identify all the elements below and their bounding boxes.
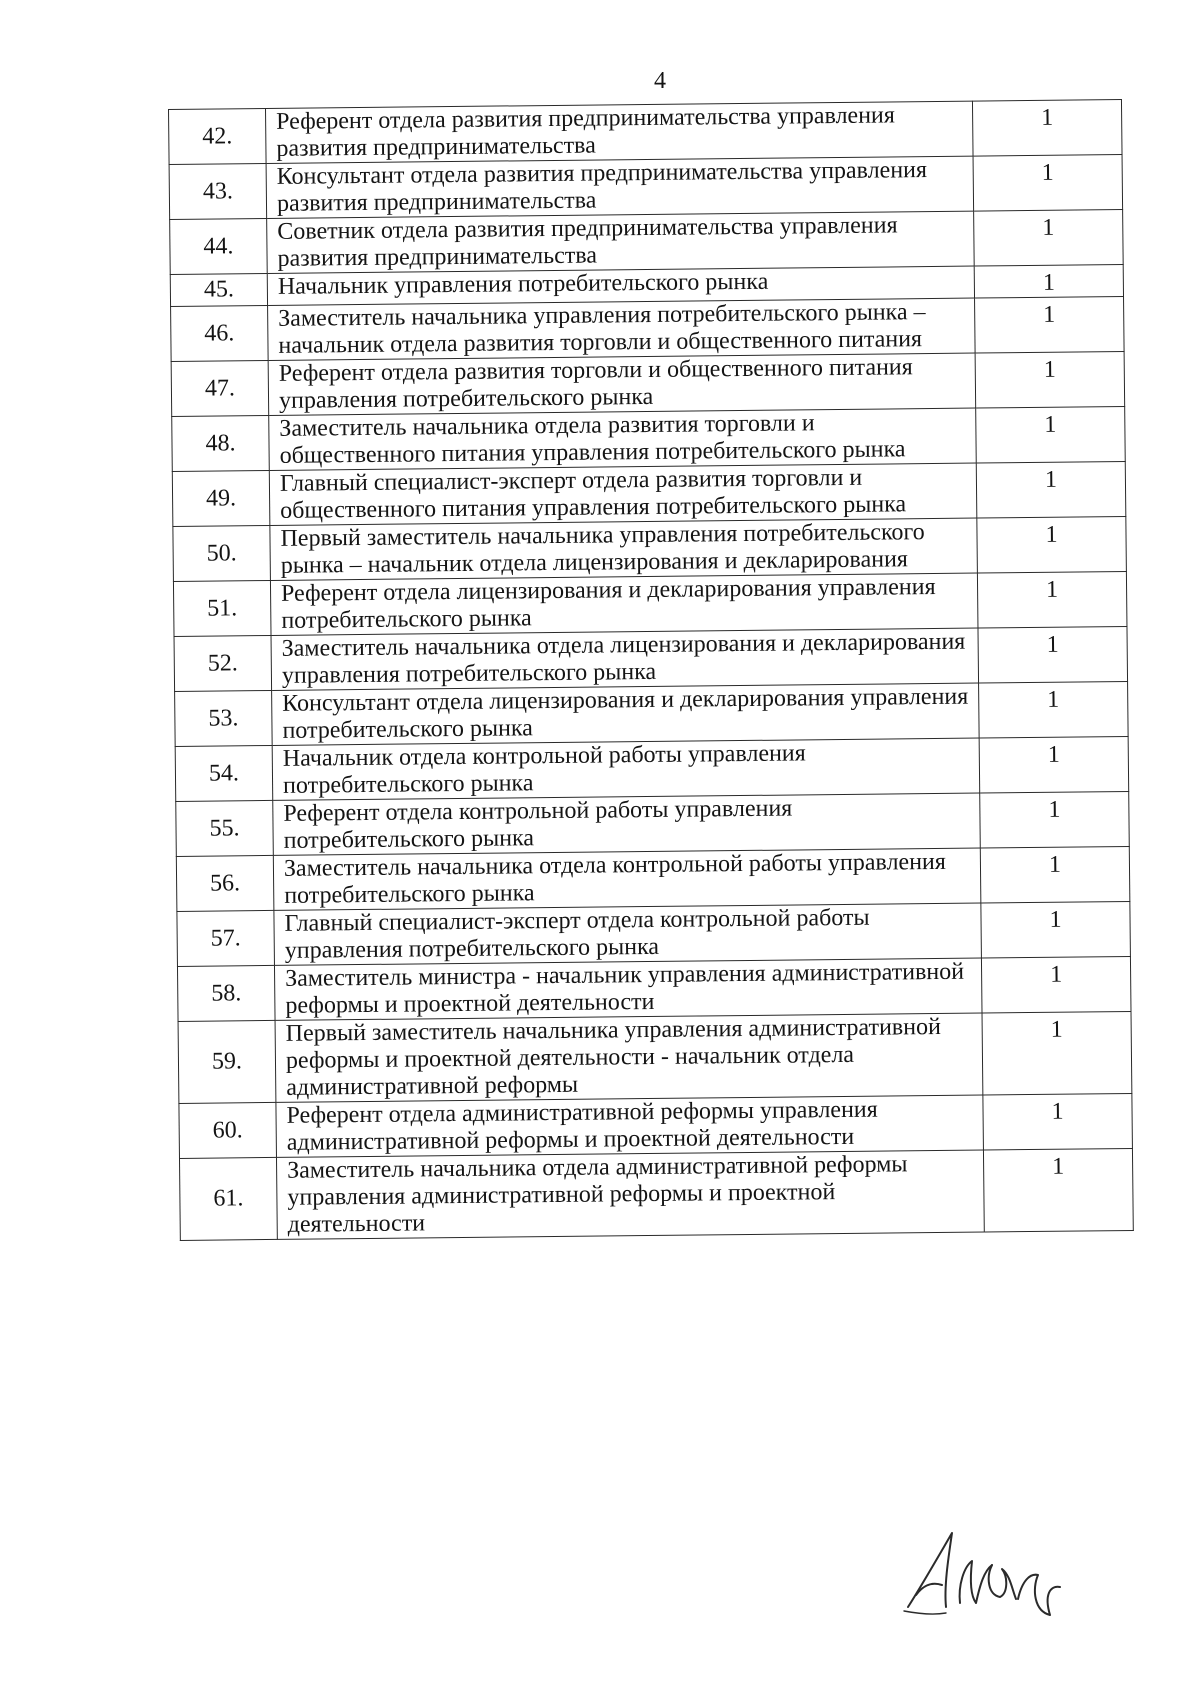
position-count: 1 (980, 846, 1130, 903)
row-number: 53. (175, 690, 273, 746)
table-row (173, 571, 1127, 636)
position-title: Начальник отдела контрольной работы управления потребительского рынка (272, 738, 980, 800)
table-row (176, 846, 1130, 911)
position-count: 1 (977, 516, 1127, 573)
position-count: 1 (973, 155, 1123, 212)
row-number: 47. (171, 360, 269, 416)
positions-table-body (169, 100, 1134, 1241)
position-title: Главный специалист-эксперт отдела развития торговли и общественного питания управления потребительского рынка (269, 463, 977, 525)
position-count: 1 (979, 681, 1129, 738)
position-count: 1 (976, 406, 1126, 463)
position-title: Референт отдела лицензирования и декларирования управления потребительского рынка (270, 573, 978, 635)
row-number: 55. (176, 800, 274, 856)
table-row (177, 956, 1131, 1021)
table-row (179, 1093, 1133, 1158)
position-count: 1 (983, 1093, 1133, 1150)
position-title: Референт отдела развития предпринимательства управления развития предпринимательства (265, 101, 973, 163)
position-title: Консультант отдела лицензирования и декларирования управления потребительского рынка (272, 683, 980, 745)
table-row (174, 626, 1128, 691)
table-row (172, 461, 1126, 526)
table-row (169, 100, 1123, 165)
position-title: Советник отдела развития предпринимательства управления развития предпринимательства (267, 211, 975, 273)
row-number: 45. (170, 273, 267, 306)
row-number: 57. (177, 910, 275, 966)
row-number: 50. (173, 525, 271, 581)
position-title: Заместитель министра - начальник управления административной реформы и проектной деятельности (274, 958, 982, 1020)
position-count: 1 (978, 626, 1128, 683)
position-title: Заместитель начальника отдела административной реформы управления административной реформы и проектной деятельности (276, 1150, 984, 1239)
position-count: 1 (974, 265, 1123, 299)
row-number: 44. (170, 218, 268, 274)
row-number: 49. (172, 470, 270, 526)
table-row (173, 516, 1127, 581)
position-title: Заместитель начальника управления потребительского рынка – начальник отдела развития торговли и общественного питания (268, 298, 976, 360)
position-title: Референт отдела административной реформы управления административной реформы и проектной деятельности (276, 1095, 984, 1157)
position-count: 1 (981, 901, 1131, 958)
table-row (171, 297, 1125, 362)
row-number: 46. (171, 305, 269, 361)
row-number: 58. (177, 965, 275, 1021)
position-title: Референт отдела развития торговли и общественного питания управления потребительского рынка (268, 353, 976, 415)
row-number: 52. (174, 635, 272, 691)
page-number: 4 (654, 68, 666, 94)
table-row (175, 681, 1129, 746)
position-title: Заместитель начальника отдела лицензирования и декларирования управления потребительского рынка (271, 628, 979, 690)
position-title: Первый заместитель начальника управления потребительского рынка – начальник отдела лицензирования и декларирования (270, 518, 978, 580)
row-number: 42. (169, 108, 267, 164)
position-title: Заместитель начальника отдела контрольной работы управления потребительского рынка (273, 848, 981, 910)
position-count: 1 (979, 736, 1129, 793)
position-count: 1 (974, 210, 1124, 267)
position-title: Референт отдела контрольной работы управления потребительского рынка (273, 793, 981, 855)
table-row (169, 155, 1123, 220)
table-row (170, 210, 1124, 275)
row-number: 61. (179, 1157, 277, 1240)
table-row (175, 736, 1129, 801)
position-count: 1 (982, 1011, 1132, 1095)
position-count: 1 (975, 297, 1125, 354)
row-number: 60. (179, 1102, 277, 1158)
position-count: 1 (972, 100, 1122, 157)
position-title: Первый заместитель начальника управления административной реформы и проектной деятельности - начальник отдела административной реформы (275, 1013, 983, 1102)
positions-table (168, 99, 1134, 1241)
handwritten-signature (900, 1515, 1070, 1625)
position-count: 1 (980, 791, 1130, 848)
position-title: Начальник управления потребительского рынка (267, 266, 974, 305)
position-count: 1 (983, 1148, 1133, 1232)
row-number: 54. (175, 745, 273, 801)
row-number: 59. (178, 1020, 276, 1103)
position-count: 1 (981, 956, 1131, 1013)
row-number: 48. (172, 415, 270, 471)
position-count: 1 (976, 461, 1126, 518)
row-number: 51. (173, 580, 271, 636)
table-row (172, 406, 1126, 471)
position-count: 1 (975, 352, 1125, 409)
table-row (171, 352, 1125, 417)
position-title: Консультант отдела развития предпринимательства управления развития предпринимательства (266, 156, 974, 218)
table-row (178, 1011, 1132, 1103)
row-number: 56. (176, 855, 274, 911)
row-number: 43. (169, 163, 267, 219)
position-count: 1 (977, 571, 1127, 628)
table-row (177, 901, 1131, 966)
table-row (176, 791, 1130, 856)
position-title: Главный специалист-эксперт отдела контрольной работы управления потребительского рынка (274, 903, 982, 965)
table-row (179, 1148, 1133, 1240)
position-title: Заместитель начальника отдела развития торговли и общественного питания управления потребительского рынка (269, 408, 977, 470)
